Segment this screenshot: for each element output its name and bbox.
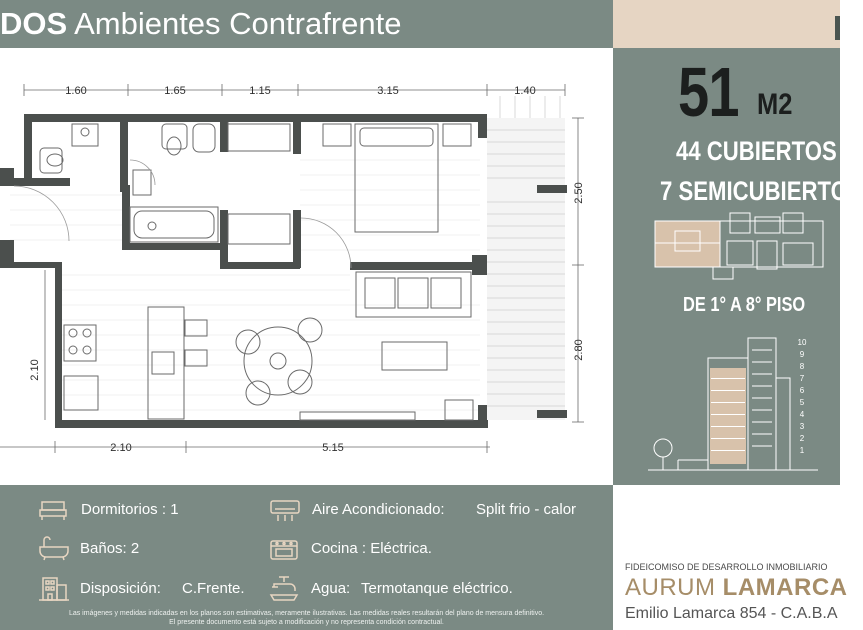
fixtures bbox=[40, 122, 473, 420]
dim-top-1: 1.60 bbox=[65, 85, 87, 97]
page-title bbox=[0, 6, 401, 42]
dim-top-2: 1.65 bbox=[164, 85, 186, 97]
ac-label: Aire Acondicionado: bbox=[312, 501, 445, 518]
bathrooms-value: 2 bbox=[130, 540, 140, 557]
floor-number: 9 bbox=[799, 350, 805, 359]
bathtub-icon bbox=[39, 536, 69, 560]
covered-area: 44 CUBIERTOS bbox=[676, 136, 837, 166]
bedrooms-value: : 1 bbox=[161, 501, 179, 518]
floor-lines bbox=[10, 160, 480, 410]
developer-brand bbox=[625, 574, 847, 602]
stove-icon bbox=[270, 537, 298, 561]
floor-number: 10 bbox=[797, 338, 807, 347]
floor-number: 3 bbox=[799, 422, 805, 431]
dim-top-3: 1.15 bbox=[249, 85, 271, 97]
ac-value: Split frio - calor bbox=[476, 501, 577, 518]
area-unit: M2 bbox=[757, 88, 793, 121]
floor-plan bbox=[0, 48, 613, 485]
bedrooms-label bbox=[81, 501, 179, 518]
water-value: Termotanque eléctrico. bbox=[361, 580, 513, 597]
building-footprint-icon bbox=[655, 213, 823, 281]
title-type: DOS bbox=[0, 6, 68, 41]
layout-label: Disposición: bbox=[80, 580, 161, 597]
air-conditioner-icon bbox=[270, 499, 300, 523]
layout-value: C.Frente. bbox=[182, 580, 245, 597]
dim-right-lower: 2.80 bbox=[573, 339, 585, 361]
faucet-icon bbox=[270, 575, 298, 601]
header-accent bbox=[613, 0, 840, 48]
floor-number: 5 bbox=[799, 398, 805, 407]
area-value: 51 bbox=[678, 53, 739, 131]
floor-number: 6 bbox=[799, 386, 805, 395]
floor-number: 4 bbox=[799, 410, 805, 419]
developer-address: Emilio Lamarca 854 - C.A.B.A bbox=[625, 605, 838, 622]
floor-number: 8 bbox=[799, 362, 805, 371]
brand-bold: LAMARCA bbox=[722, 574, 848, 601]
title-desc: Ambientes Contrafrente bbox=[67, 6, 402, 41]
bedrooms-key: Dormitorios bbox=[81, 501, 158, 518]
kitchen-label: Cocina : Eléctrica. bbox=[311, 540, 432, 557]
floors-range: DE 1° A 8° PISO bbox=[683, 294, 806, 316]
dim-left: 2.10 bbox=[29, 359, 41, 381]
floor-plan-drawing bbox=[0, 48, 613, 485]
header-mark bbox=[835, 16, 840, 40]
dim-right-upper: 2.50 bbox=[573, 182, 585, 204]
floor-numbers bbox=[798, 338, 807, 455]
floor-number: 1 bbox=[799, 446, 805, 455]
dim-top-4: 3.15 bbox=[377, 85, 399, 97]
dim-top-5: 1.40 bbox=[514, 85, 536, 97]
building-elevation-icon bbox=[648, 328, 818, 476]
terrace-pattern bbox=[487, 96, 565, 420]
dim-bottom-2: 5.15 bbox=[322, 442, 344, 454]
brand-light: AURUM bbox=[625, 574, 723, 601]
developer-label: FIDEICOMISO DE DESARROLLO INMOBILIARIO bbox=[625, 562, 828, 572]
floor-number: 2 bbox=[799, 434, 805, 443]
floor-number: 7 bbox=[799, 374, 805, 383]
bathrooms-key: Baños: bbox=[80, 540, 127, 557]
building-icon bbox=[39, 575, 69, 601]
water-label: Agua: bbox=[311, 580, 351, 597]
legal-note-line2: El presente documento está sujeto a modificación y no representa condición contractual. bbox=[169, 619, 444, 626]
dim-bottom-1: 2.10 bbox=[110, 442, 132, 454]
legal-note-line1: Las imágenes y medidas indicadas en los planos son estimativas, meramente ilustrativas. Las medidas reales resultarán del plano de mensura definitivo. bbox=[68, 610, 545, 617]
bathrooms-label bbox=[80, 540, 139, 557]
semicovered-area: 7 SEMICUBIERTOS bbox=[660, 176, 863, 206]
header-bar bbox=[0, 0, 613, 48]
walls bbox=[0, 114, 567, 428]
bed-icon bbox=[39, 499, 67, 521]
